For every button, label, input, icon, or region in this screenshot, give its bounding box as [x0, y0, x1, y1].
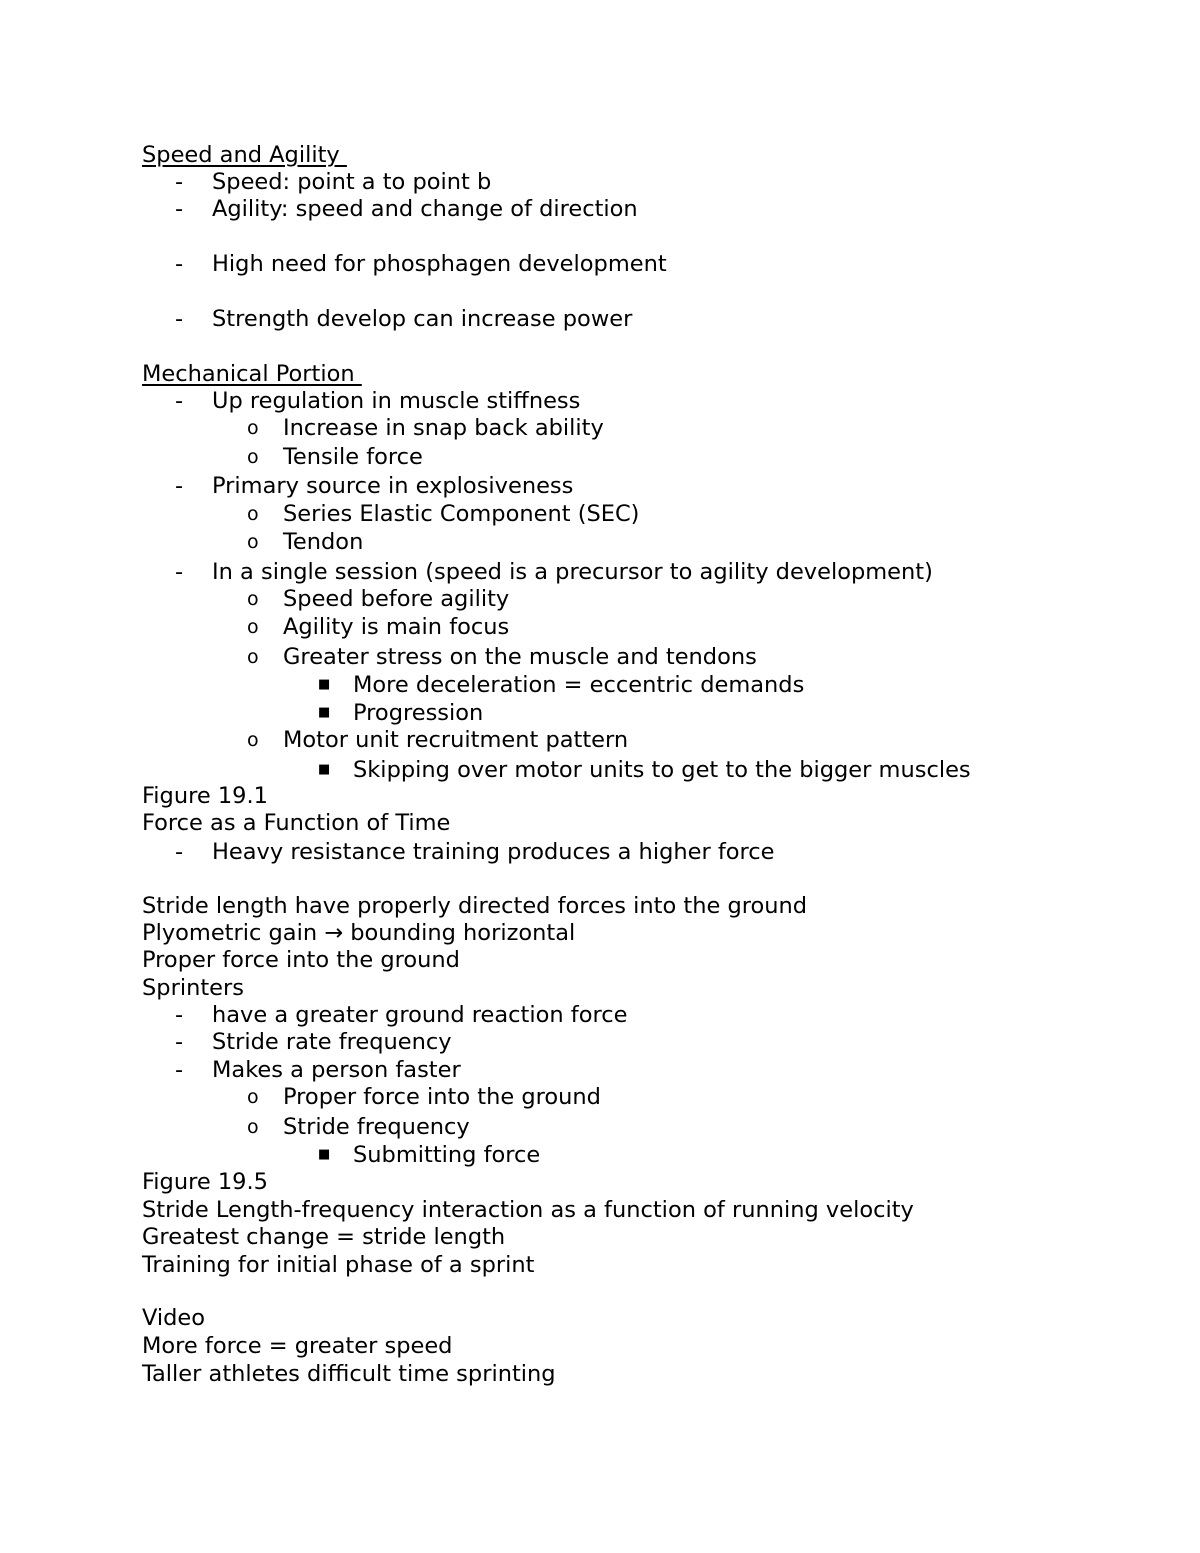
list-item: Submitting force: [353, 1142, 541, 1168]
bullet-marker: -: [175, 251, 184, 277]
list-item: Agility: speed and change of direction: [212, 196, 638, 222]
bullet-marker: -: [175, 473, 184, 499]
text-line: Figure 19.1: [142, 783, 268, 809]
list-item: Skipping over motor units to get to the bigger muscles: [353, 757, 971, 783]
list-item: Tendon: [283, 529, 364, 555]
bullet-marker: ■: [318, 1147, 331, 1162]
text-line: Figure 19.5: [142, 1169, 268, 1195]
list-item: Primary source in explosiveness: [212, 473, 574, 499]
list-item: In a single session (speed is a precursor to agility development): [212, 559, 933, 585]
list-item: Tensile force: [283, 444, 423, 470]
bullet-marker: o: [247, 531, 259, 553]
list-item: Stride rate frequency: [212, 1029, 452, 1055]
text-line: Greatest change = stride length: [142, 1224, 506, 1250]
list-item: High need for phosphagen development: [212, 251, 667, 277]
bullet-marker: -: [175, 1057, 184, 1083]
text-line: Sprinters: [142, 975, 244, 1001]
list-item: Heavy resistance training produces a higher force: [212, 839, 775, 865]
list-item: Greater stress on the muscle and tendons: [283, 644, 757, 670]
text-line: Proper force into the ground: [142, 947, 460, 973]
bullet-marker: ■: [318, 677, 331, 692]
list-item: Increase in snap back ability: [283, 415, 604, 441]
bullet-marker: -: [175, 559, 184, 585]
text-line: Video: [142, 1305, 206, 1331]
bullet-marker: o: [247, 729, 259, 751]
bullet-marker: o: [247, 417, 259, 439]
bullet-marker: o: [247, 446, 259, 468]
bullet-marker: o: [247, 1086, 259, 1108]
bullet-marker: -: [175, 1002, 184, 1028]
list-item: have a greater ground reaction force: [212, 1002, 628, 1028]
bullet-marker: -: [175, 169, 184, 195]
bullet-marker: o: [247, 503, 259, 525]
text-line: More force = greater speed: [142, 1333, 453, 1359]
bullet-marker: o: [247, 1116, 259, 1138]
bullet-marker: -: [175, 388, 184, 414]
bullet-marker: ■: [318, 705, 331, 720]
text-line: Stride Length-frequency interaction as a function of running velocity: [142, 1197, 914, 1223]
bullet-marker: o: [247, 616, 259, 638]
list-item: Motor unit recruitment pattern: [283, 727, 629, 753]
bullet-marker: -: [175, 839, 184, 865]
text-line: Taller athletes difficult time sprinting: [142, 1361, 556, 1387]
list-item: Strength develop can increase power: [212, 306, 633, 332]
bullet-marker: o: [247, 588, 259, 610]
list-item: Up regulation in muscle stiffness: [212, 388, 581, 414]
text-line: Stride length have properly directed forces into the ground: [142, 893, 808, 919]
bullet-marker: -: [175, 306, 184, 332]
text-line: Force as a Function of Time: [142, 810, 451, 836]
list-item: Speed before agility: [283, 586, 510, 612]
list-item: Progression: [353, 700, 484, 726]
bullet-marker: -: [175, 1029, 184, 1055]
bullet-marker: o: [247, 646, 259, 668]
text-line: Training for initial phase of a sprint: [142, 1252, 535, 1278]
text-line: Plyometric gain → bounding horizontal: [142, 920, 576, 946]
list-item: Makes a person faster: [212, 1057, 461, 1083]
list-item: Agility is main focus: [283, 614, 510, 640]
list-item: Stride frequency: [283, 1114, 470, 1140]
list-item: Series Elastic Component (SEC): [283, 501, 640, 527]
section-heading: Speed and Agility: [142, 142, 347, 168]
section-heading: Mechanical Portion: [142, 361, 362, 387]
bullet-marker: ■: [318, 762, 331, 777]
list-item: More deceleration = eccentric demands: [353, 672, 805, 698]
list-item: Proper force into the ground: [283, 1084, 601, 1110]
list-item: Speed: point a to point b: [212, 169, 492, 195]
bullet-marker: -: [175, 196, 184, 222]
